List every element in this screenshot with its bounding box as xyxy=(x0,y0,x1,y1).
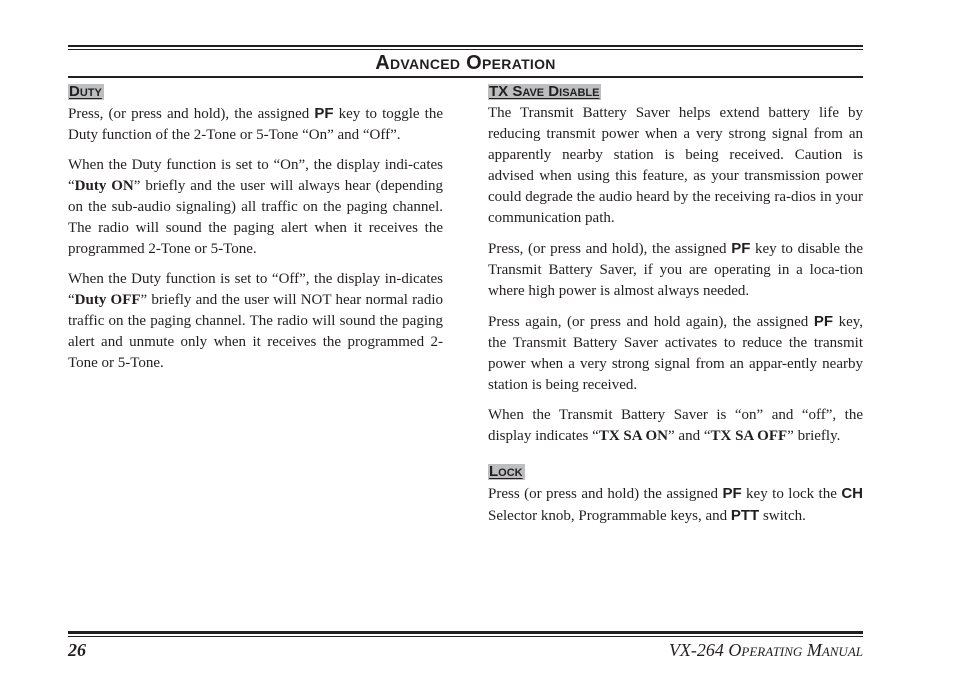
pf-key-label: PF xyxy=(731,240,751,257)
left-column xyxy=(68,82,443,383)
section-heading-tx-save-disable: TX Save Disable xyxy=(489,83,600,100)
text: ” briefly and the user will NOT hear normal radio traffic on the paging channel. The radio will sound the paging alert and unmute only when it receives the programmed 2-Tone or 5-Tone. xyxy=(68,292,443,371)
top-rule-thin xyxy=(68,49,863,50)
text: ” briefly. xyxy=(787,428,841,444)
manual-title: VX-264 Operating Manual xyxy=(668,640,863,660)
text: ” briefly and the user will always hear (depending on the sub-audio signaling) all traffic on the paging channel. The radio will sound the paging alert when it receives the programmed 2-Tone or 5-Tone. xyxy=(68,178,444,257)
bottom-rule-thin xyxy=(68,636,863,637)
duty-paragraph-1 xyxy=(68,103,443,146)
ptt-key-label: PTT xyxy=(730,507,760,524)
right-column xyxy=(488,82,863,536)
text: Selector knob, Programmable keys, and xyxy=(488,508,731,524)
text: Press again, (or press and hold again), the assigned xyxy=(488,314,814,330)
pf-key-label: PF xyxy=(722,485,742,502)
page-number: 26 xyxy=(68,640,86,660)
text: key to toggle the Duty function of the 2-Tone or 5-Tone “On” and “Off”. xyxy=(68,106,443,143)
tx-paragraph-3 xyxy=(488,311,863,396)
pf-key-label: PF xyxy=(314,105,334,122)
display-text-duty-on: Duty ON xyxy=(74,178,134,194)
text: Press, (or press and hold), the assigned xyxy=(68,106,315,122)
text: switch. xyxy=(759,508,806,524)
title-underline-rule xyxy=(68,76,863,78)
tx-paragraph-1: The Transmit Battery Saver helps extend battery life by reducing transmit power when a very strong signal from an apparently nearby station is being received. Caution is advised when using this feature, as your transmission power could degrade the audio heard by the receiving ra-dios in your communication path. xyxy=(488,105,863,226)
text: ” and “ xyxy=(668,428,711,444)
text: key to disable the Transmit Battery Saver, if you are operating in a loca-tion where high power is almost always needed. xyxy=(488,241,864,299)
pf-key-label: PF xyxy=(813,313,833,330)
text: When the Duty function is set to “Off”, the display in-dicates “ xyxy=(68,271,443,308)
text: When the Transmit Battery Saver is “on” and “off”, the display indicates “ xyxy=(488,407,863,444)
tx-paragraph-4 xyxy=(488,405,863,447)
duty-paragraph-3 xyxy=(68,269,443,374)
display-text-tx-sa-off: TX SA OFF xyxy=(710,428,788,444)
page-title: Advanced Operation xyxy=(375,52,556,74)
display-text-tx-sa-on: TX SA ON xyxy=(598,428,668,444)
tx-paragraph-2 xyxy=(488,238,863,302)
section-heading-lock: Lock xyxy=(489,463,523,480)
bottom-rule xyxy=(68,631,863,634)
top-rule xyxy=(68,45,863,47)
text: key to lock the xyxy=(741,486,842,502)
text: Press (or press and hold) the assigned xyxy=(488,486,723,502)
ch-key-label: CH xyxy=(841,485,863,502)
lock-paragraph xyxy=(488,483,863,527)
text: Press, (or press and hold), the assigned xyxy=(488,241,732,257)
display-text-duty-off: Duty OFF xyxy=(74,292,141,308)
text: key, the Transmit Battery Saver activates to reduce the transmit power when a very strong signal from an appar-ently nearby station is being received. xyxy=(488,314,863,393)
section-heading-duty: Duty xyxy=(69,83,102,100)
text: When the Duty function is set to “On”, the display indi-cates “ xyxy=(68,157,443,194)
duty-paragraph-2 xyxy=(68,155,443,260)
